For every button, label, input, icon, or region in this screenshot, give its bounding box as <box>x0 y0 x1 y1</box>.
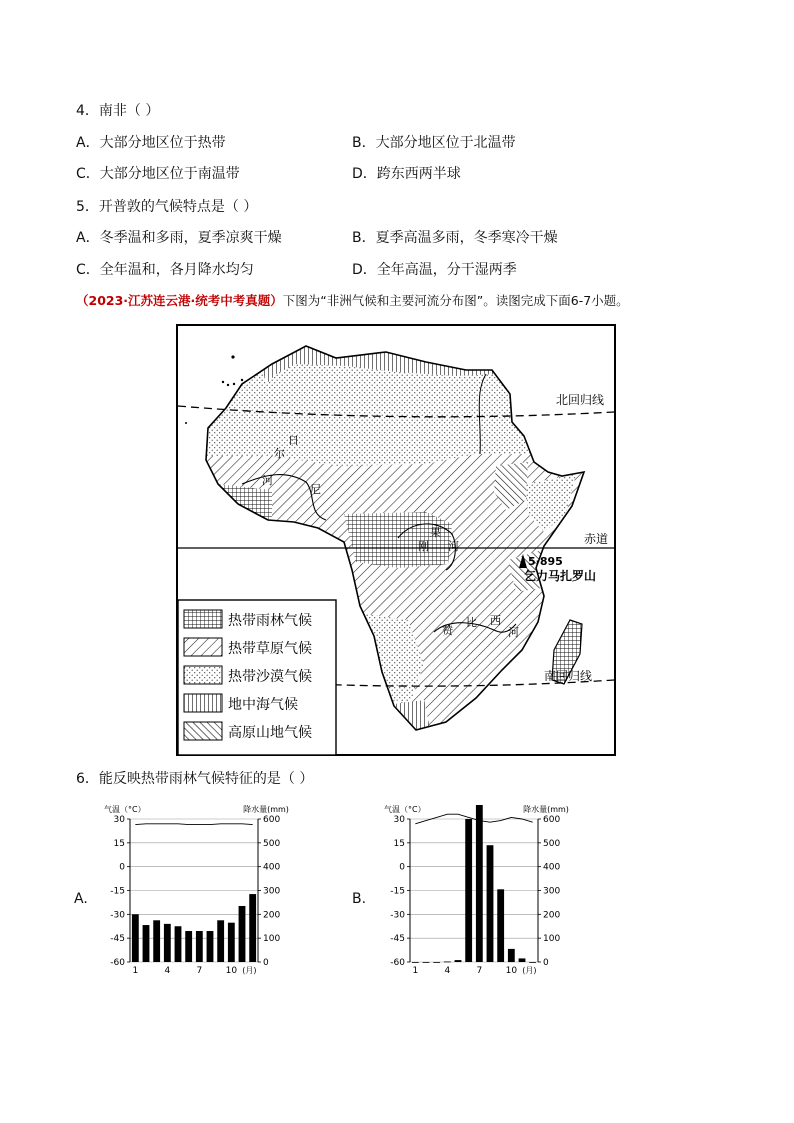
precip-bar <box>207 931 214 962</box>
map-legend <box>178 600 336 755</box>
month-tick-label: 10 <box>225 966 238 976</box>
precip-bar <box>444 962 451 963</box>
precip-bar <box>423 962 430 963</box>
temp-tick-label: 15 <box>113 838 125 849</box>
temp-tick-label: 30 <box>113 815 125 825</box>
temp-tick-label: -15 <box>390 886 405 897</box>
precip-tick-label: 0 <box>543 958 549 968</box>
river-label: 刚 <box>418 540 429 553</box>
precip-bar <box>433 962 440 963</box>
temp-axis-label: 气温（°C） <box>384 805 426 814</box>
month-tick-label: 1 <box>132 966 139 976</box>
month-tick-label: 4 <box>164 966 171 976</box>
precip-axis-label: 降水量(mm) <box>243 805 289 814</box>
precip-axis-label: 降水量(mm) <box>523 805 569 814</box>
precip-tick-label: 300 <box>543 886 561 897</box>
month-unit-label: (月) <box>242 966 257 975</box>
river-label: 果 <box>430 526 441 539</box>
river-label: 尼 <box>310 483 321 496</box>
river-label: 尔 <box>274 447 285 460</box>
zone-rainforest-central <box>344 512 452 568</box>
river-label: 日 <box>288 434 299 447</box>
month-unit-label: (月) <box>522 966 537 975</box>
precip-tick-label: 100 <box>543 934 561 945</box>
precip-tick-label: 600 <box>263 815 281 825</box>
temp-tick-label: -30 <box>110 910 125 921</box>
precip-bar <box>249 894 256 962</box>
legend-swatch-grid <box>184 610 222 628</box>
precip-tick-label: 100 <box>263 934 281 945</box>
precip-tick-label: 400 <box>543 862 561 873</box>
precip-tick-label: 500 <box>543 838 561 849</box>
precip-bar <box>465 819 472 962</box>
precip-bar <box>529 962 536 963</box>
precip-tick-label: 600 <box>543 815 561 825</box>
africa-climate-map <box>176 324 616 756</box>
q5-stem: 5．开普敦的气候特点是（ ） <box>76 199 258 215</box>
month-tick-label: 4 <box>444 966 451 976</box>
temp-tick-label: -45 <box>110 934 125 945</box>
precip-bar <box>487 845 494 962</box>
precip-bar <box>412 962 419 963</box>
legend-label: 热带草原气候 <box>228 641 312 657</box>
temp-tick-label: 0 <box>399 862 405 873</box>
q5-option-c[interactable]: C．全年温和，各月降水均匀 <box>76 262 254 278</box>
q4-option-c[interactable]: C．大部分地区位于南温带 <box>76 166 240 182</box>
precip-bar <box>519 958 526 962</box>
precip-bar <box>164 924 171 962</box>
precip-bar <box>196 931 203 962</box>
precip-tick-label: 0 <box>263 958 269 968</box>
precip-bar <box>228 923 235 962</box>
legend-swatch-vert <box>184 694 222 712</box>
river-label: 河 <box>448 540 459 553</box>
river-label: 比 <box>466 616 477 629</box>
precip-bar <box>455 960 462 962</box>
legend-label: 高原山地气候 <box>228 725 312 741</box>
legend-swatch-diag <box>184 638 222 656</box>
q6-option-b[interactable]: B. <box>352 891 367 907</box>
legend-label: 热带沙漠气候 <box>228 669 312 685</box>
precip-bar <box>217 920 224 962</box>
q6-stem: 6．能反映热带雨林气候特征的是（ ） <box>76 771 314 787</box>
mountain-elevation: 5·895 <box>528 555 563 568</box>
legend-label: 热带雨林气候 <box>228 613 312 629</box>
q4-stem: 4．南非（ ） <box>76 103 160 119</box>
precip-bar <box>476 805 483 962</box>
legend-swatch-back <box>184 722 222 740</box>
precip-bar <box>185 931 192 962</box>
temp-tick-label: 30 <box>393 815 405 825</box>
precip-tick-label: 300 <box>263 886 281 897</box>
temp-tick-label: -60 <box>390 958 405 968</box>
q5-option-b[interactable]: B．夏季高温多雨，冬季寒冷干燥 <box>352 230 558 246</box>
precip-bar <box>239 906 246 962</box>
q4-option-d[interactable]: D．跨东西两半球 <box>352 166 461 182</box>
precip-tick-label: 500 <box>263 838 281 849</box>
q5-option-d[interactable]: D．全年高温，分干湿两季 <box>352 262 517 278</box>
precip-bar <box>497 889 504 962</box>
precip-bar <box>508 949 515 962</box>
label-equator: 赤道 <box>584 532 609 546</box>
q4-option-b[interactable]: B．大部分地区位于北温带 <box>352 135 516 151</box>
river-label: 河 <box>262 474 273 487</box>
precip-tick-label: 400 <box>263 862 281 873</box>
temp-tick-label: 15 <box>393 838 405 849</box>
river-label: 河 <box>508 626 519 639</box>
river-label: 西 <box>490 614 501 627</box>
precip-bar <box>132 914 139 962</box>
q5-option-a[interactable]: A．冬季温和多雨，夏季凉爽干燥 <box>76 230 282 246</box>
label-tropic-cancer: 北回归线 <box>556 393 605 407</box>
legend-label: 地中海气候 <box>228 697 298 713</box>
temp-axis-label: 气温（°C） <box>104 805 146 814</box>
precip-bar <box>153 920 160 962</box>
precip-bar <box>175 926 182 962</box>
river-label: 赞 <box>442 624 453 637</box>
climate-chart-a[interactable] <box>100 800 300 980</box>
temp-tick-label: -30 <box>390 910 405 921</box>
month-tick-label: 10 <box>505 966 518 976</box>
mountain-name: 乞力马扎罗山 <box>524 569 597 583</box>
temp-tick-label: -60 <box>110 958 125 968</box>
precip-bar <box>143 925 150 962</box>
temp-tick-label: -15 <box>110 886 125 897</box>
source-tag: （2023·江苏连云港·统考中考真题） <box>76 293 283 308</box>
source-text: 下图为“非洲气候和主要河流分布图”。读图完成下面6-7小题。 <box>282 293 629 308</box>
temp-tick-label: 0 <box>119 862 125 873</box>
q4-option-a[interactable]: A．大部分地区位于热带 <box>76 135 226 151</box>
month-tick-label: 7 <box>196 966 203 976</box>
q6-option-a[interactable]: A. <box>74 891 88 907</box>
precip-tick-label: 200 <box>543 910 561 921</box>
climate-chart-b[interactable] <box>380 800 580 980</box>
source-line <box>76 292 629 310</box>
month-tick-label: 1 <box>412 966 419 976</box>
precip-tick-label: 200 <box>263 910 281 921</box>
temperature-line <box>135 824 252 825</box>
label-tropic-capricorn: 南回归线 <box>544 669 593 683</box>
month-tick-label: 7 <box>476 966 483 976</box>
legend-swatch-dots <box>184 666 222 684</box>
temp-tick-label: -45 <box>390 934 405 945</box>
